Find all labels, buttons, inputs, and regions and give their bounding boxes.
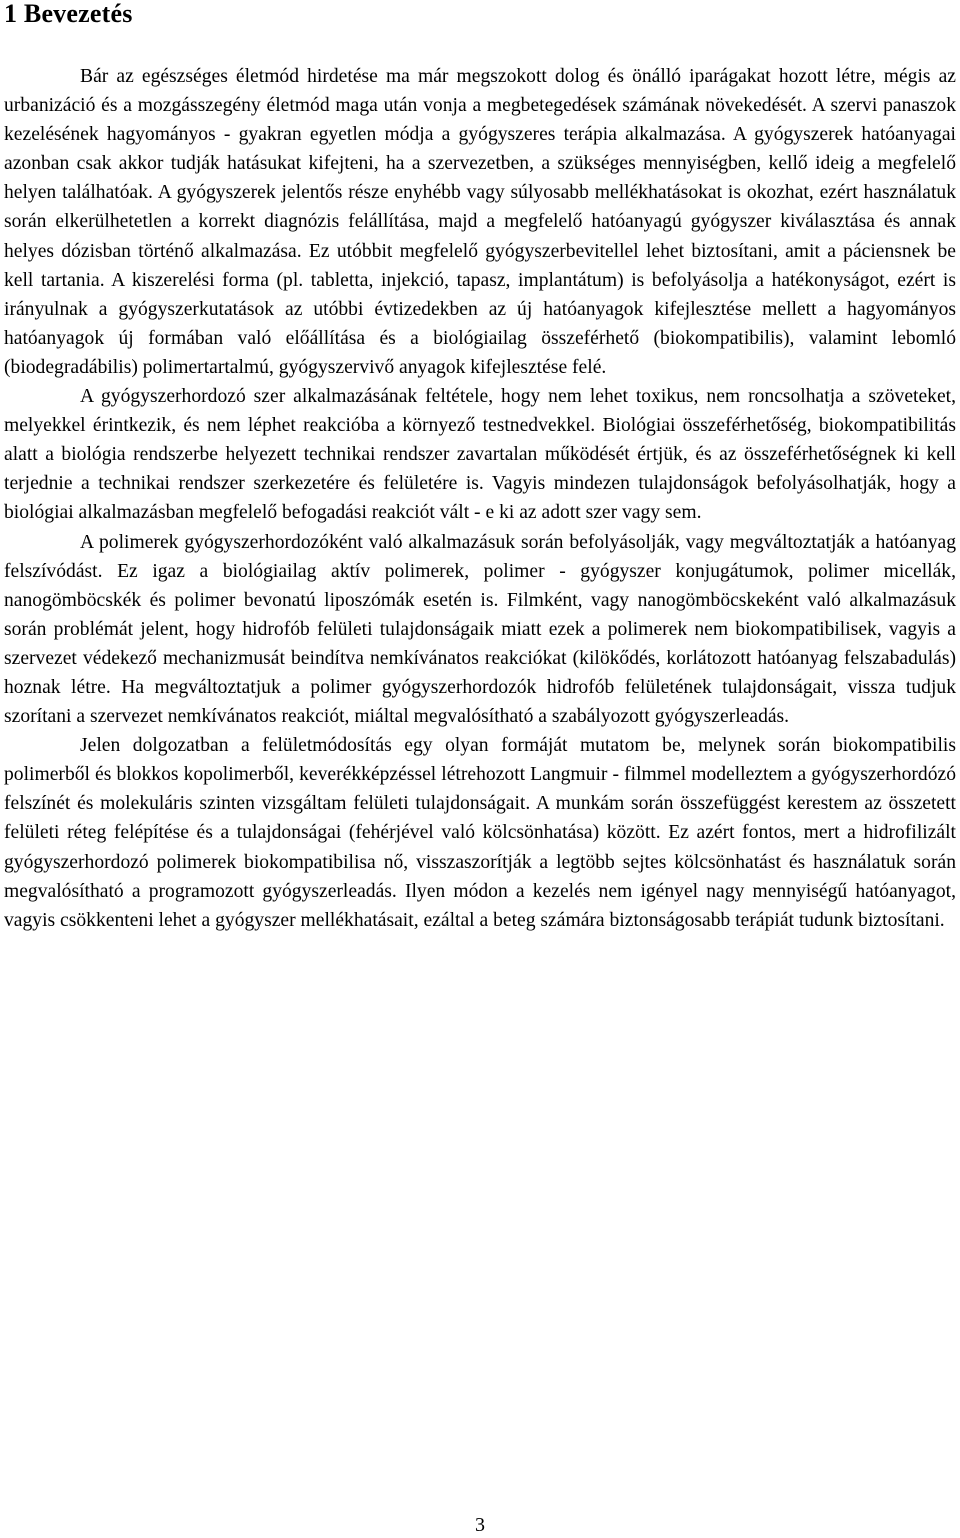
body-text: [4, 62, 956, 935]
paragraph-2: A gyógyszerhordozó szer alkalmazásának feltétele, hogy nem lehet toxikus, nem roncsolhatja a szöveteket, melyekkel érintkezik, és nem léphet reakcióba a környező testnedvekkel. Biológiai összeférhetőség, biokompatibilitás alatt a biológia rendszerbe helyezett technikai rendszer zavartalan működését értjük, és az összeférhetőségnek ki kell terjednie a technikai rendszer szerkezetére és felületére is. Vagyis mindezen tulajdonságok befolyásolhatják, hogy a biológiai alkalmazásban megfelelő befogadási reakciót vált - e ki az adott szer vagy sem.: [4, 386, 956, 524]
section-heading: 1 Bevezetés: [4, 0, 133, 28]
paragraph-4: Jelen dolgozatban a felületmódosítás egy olyan formáját mutatom be, melynek során biokompatibilis polimerből és blokkos kopolimerből, keverékképzéssel létrehozott Langmuir - filmmel modelleztem a gyógyszerhordózó felszínét és molekuláris szinten vizsgáltam felületi tulajdonságait. A munkám során összefüggést kerestem az összetett felületi réteg felépítése és a tulajdonságai (fehérjével való kölcsönhatása) között. Ez azért fontos, mert a hidrofilizált gyógyszerhordozó polimerek biokompatibilisa nő, visszaszorítják a legtöbb sejtes kölcsönhatást és használatuk során megvalósítható a programozott gyógyszerleadás. Ilyen módon a kezelés nem igényel nagy mennyiségű hatóanyagot, vagyis csökkenteni lehet a gyógyszer mellékhatásait, ezáltal a beteg számára biztonságosabb terápiát tudunk biztosítani.: [4, 735, 956, 931]
page-number: 3: [475, 1514, 485, 1536]
paragraph-3: A polimerek gyógyszerhordozóként való alkalmazásuk során befolyásolják, vagy megváltoztatják a hatóanyag felszívódást. Ez igaz a biológiailag aktív polimerek, polimer - gyógyszer konjugátumok, polimer micellák, nanogömböcskék és polimer bevonatú liposzómák esetén is. Filmként, vagy nanogömböcskeként való alkalmazásuk során problémát jelent, hogy hidrofób felületi tulajdonságaik miatt ezek a polimerek nem biokompatibilisek, vagyis a szervezet védekező mechanizmusát beindítva nemkívánatos reakciókat (kilökődés, korlátozott hatóanyag felszabadulás) hoznak létre. Ha megváltoztatjuk a polimer gyógyszerhordozók hidrofób felületének tulajdonságait, vissza tudjuk szorítani a szervezet nemkívánatos reakciót, miáltal megvalósítható a szabályozott gyógyszerleadás.: [4, 531, 956, 728]
paragraph-1: Bár az egészséges életmód hirdetése ma már megszokott dolog és önálló iparágakat hozott létre, mégis az urbanizáció és a mozgásszegény életmód maga után vonja a megbetegedések számának növekedését. A szervi panaszok kezelésének hagyományos - gyakran egyetlen módja a gyógyszeres terápia alkalmazása. A gyógyszerek hatóanyagai azonban csak akkor tudják hatásukat kifejteni, ha a szervezetben, a szükséges mennyiségben, kellő ideig a megfelelő helyen találhatóak. A gyógyszerek jelentős része enyhébb vagy súlyosabb mellékhatásokat is okozhat, ezért használatuk során elkerülhetetlen a korrekt diagnózis felállítása, majd a megfelelő hatóanyagú gyógyszer kiválasztása és annak helyes dózisban történő alkalmazása. Ez utóbbit megfelelő gyógyszerbevitellel lehet biztosítani, amit a páciensnek be kell tartania. A kiszerelési forma (pl. tabletta, injekció, tapasz, implantátum) is befolyásolja a hatékonyságot, ezért is irányulnak a gyógyszerkutatások az utóbbi évtizedekben az új hatóanyagok kifejlesztése mellett a hagyományos hatóanyagok új formában való előállítása és a biológiailag összeférhető (biokompatibilis), valamint lebomló (biodegradábilis) polimertartalmú, gyógyszervivő anyagok kifejlesztése felé.: [4, 66, 956, 378]
